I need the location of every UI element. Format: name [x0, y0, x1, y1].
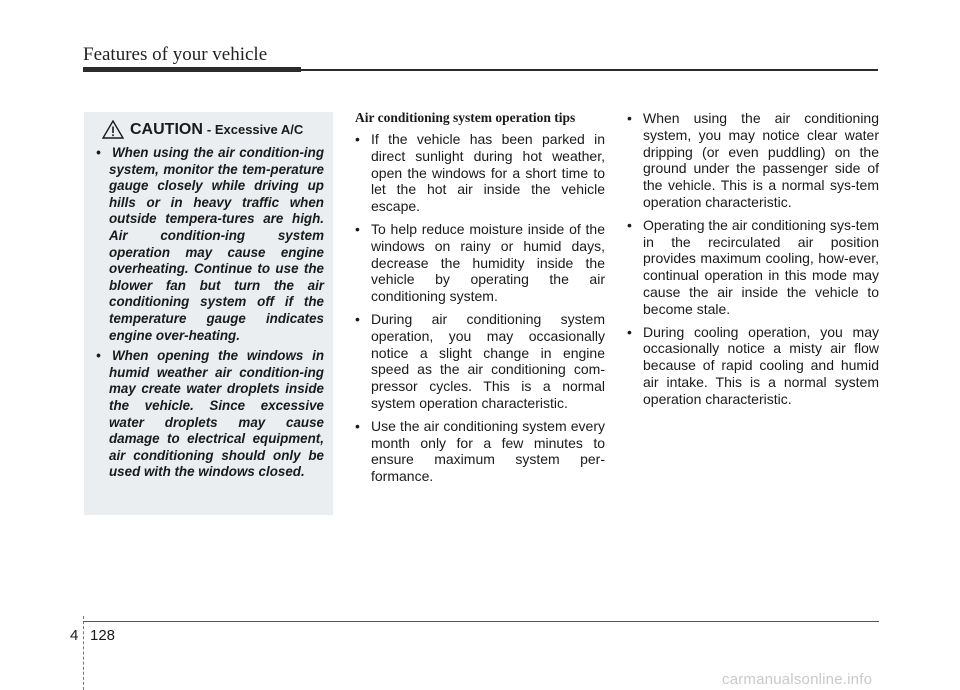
header-rule-thick [83, 67, 301, 72]
caution-item [96, 145, 324, 344]
header-rule-thin [301, 69, 878, 71]
bullet: • [627, 323, 632, 340]
tip-text: If the vehicle has been parked in direct sunlight during hot weather, open the windows for a short time to let the hot air inside the vehicle escape. [371, 131, 605, 215]
tip-text: During air conditioning system operation, you may occasionally notice a slight change in engine speed as the air conditioning com-pressor cycles. This is a normal system operation characteristic. [371, 310, 605, 411]
bullet: • [96, 145, 101, 160]
tip-text: Use the air conditioning system every month only for a few minutes to ensure maximum system per-formance. [371, 417, 605, 485]
caution-subtitle: - Excessive A/C [206, 122, 304, 137]
page-number: 128 [90, 627, 116, 644]
caution-item-text: When using the air condition-ing system, monitor the tem-perature gauge closely while driving up hills or in heavy traffic when outside tempera-tures are high. Air condition-ing system operation may cause engine overheating. Continue to use the blower fan but turn the air conditioning system off if the temperature gauge indicates engine over-heating. [109, 145, 324, 343]
tips-list-right [627, 110, 879, 408]
chapter-number: 4 [70, 627, 79, 644]
tip-text: Operating the air conditioning sys-tem in the recirculated air position provides maximum cooling, how-ever, continual operation in this mode may cause the air inside the vehicle to become stale. [643, 216, 879, 317]
caution-word: CAUTION [130, 120, 203, 138]
bullet: • [355, 220, 360, 237]
warning-triangle-icon [102, 120, 124, 139]
watermark: carmanualsonline.info [722, 671, 873, 688]
tips-column-right [627, 110, 879, 414]
bullet: • [355, 417, 360, 434]
caution-heading [102, 120, 324, 139]
bullet: • [627, 216, 632, 233]
tip-item [627, 324, 879, 408]
caution-item [96, 348, 324, 481]
footer-rule-vertical [83, 616, 84, 690]
caution-list [96, 145, 324, 481]
tip-item [355, 311, 605, 412]
tip-text: When using the air conditioning system, you may notice clear water dripping (or even puddling) on the ground under the passenger side of the vehicle. This is a normal sys-tem operation characteristic. [643, 110, 879, 210]
footer-rule-horizontal [83, 621, 879, 622]
caution-item-text: When opening the windows in humid weather air condition-ing may create water droplets inside the vehicle. Since excessive water droplets may cause damage to electrical equipment, air conditioning should only be used with the windows closed. [109, 348, 324, 480]
caution-box [84, 112, 333, 515]
tips-list-left [355, 131, 605, 485]
tip-text: During cooling operation, you may occasionally notice a misty air flow because of rapid cooling and humid air intake. This is a normal system operation characteristic. [643, 323, 879, 407]
tip-item [627, 110, 879, 211]
bullet: • [355, 310, 360, 327]
bullet: • [627, 110, 632, 126]
tip-item [627, 217, 879, 318]
tip-text: To help reduce moisture inside of the windows on rainy or humid days, decrease the humidity inside the vehicle by operating the air conditioning system. [371, 220, 605, 305]
page-header-title: Features of your vehicle [83, 44, 268, 65]
tips-column-left [355, 110, 605, 491]
tip-item [355, 221, 605, 305]
tip-item [355, 131, 605, 215]
bullet: • [96, 348, 101, 364]
tips-heading: Air conditioning system operation tips [355, 110, 576, 125]
bullet: • [355, 131, 360, 147]
tip-item [355, 418, 605, 485]
